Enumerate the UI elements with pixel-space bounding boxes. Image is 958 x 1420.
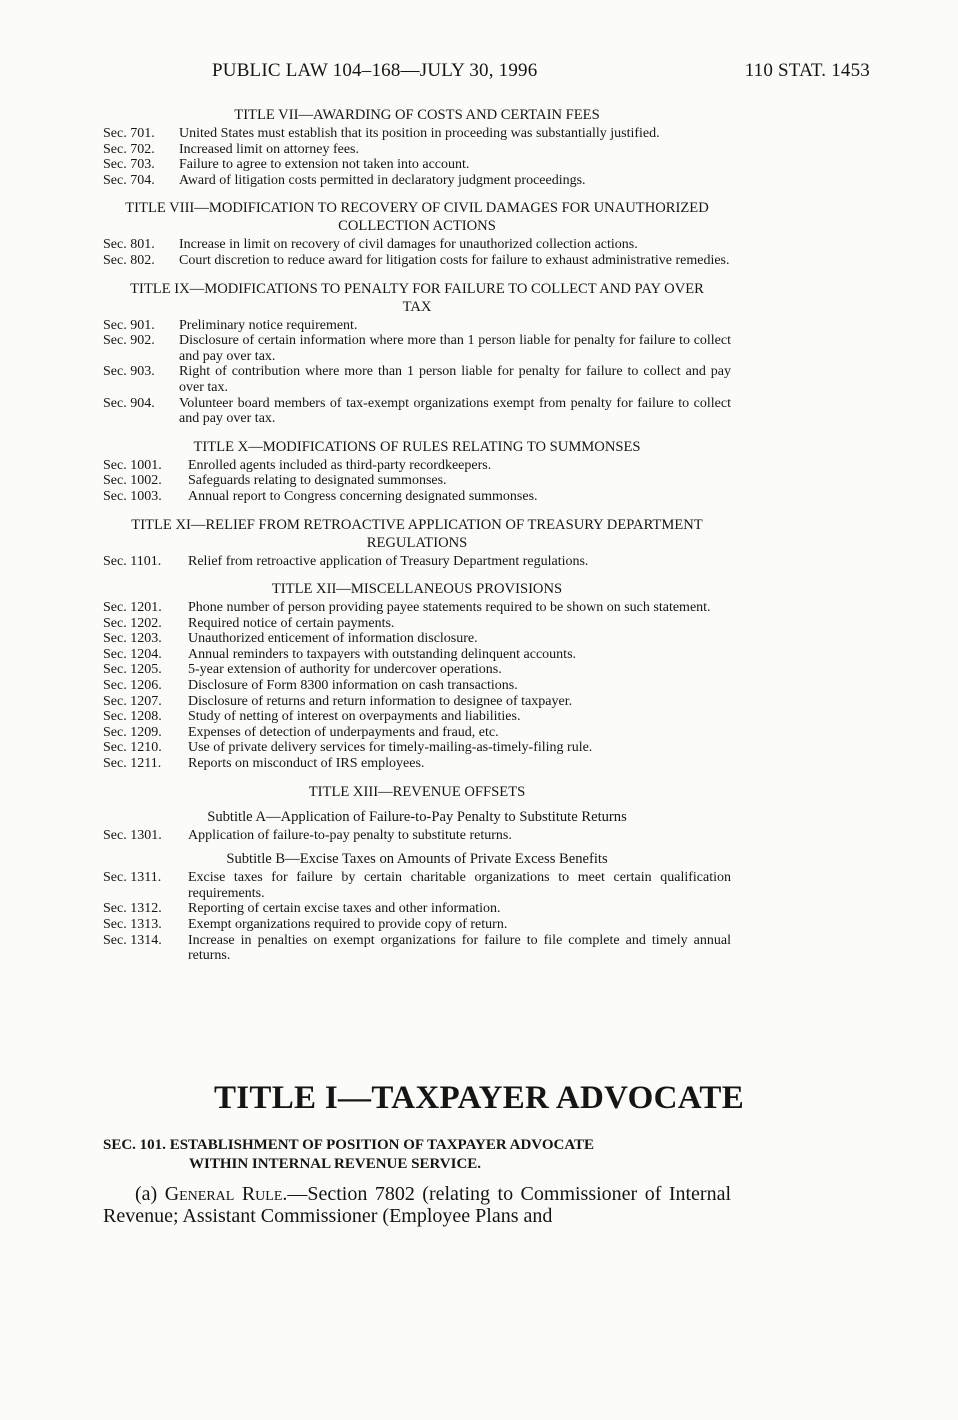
title-heading: TITLE VIII—MODIFICATION TO RECOVERY OF CIVIL DAMAGES FOR UNAUTHORIZED COLLECTION ACTIONS — [125, 200, 709, 235]
section-number: Sec. 1313. — [103, 917, 162, 932]
section-number: Sec. 801. — [103, 237, 155, 253]
title-heading: TITLE XII—MISCELLANEOUS PROVISIONS — [271, 581, 563, 598]
toc-section — [103, 709, 731, 725]
toc-section — [103, 157, 731, 173]
section-title: Disclosure of certain information where more than 1 person liable for penalty for failure to collect and pay over tax. — [179, 333, 731, 364]
toc-section — [103, 489, 731, 505]
title-heading: TITLE VII—AWARDING OF COSTS AND CERTAIN FEES — [234, 107, 600, 123]
section-title: Failure to agree to extension not taken into account. — [179, 157, 470, 173]
toc-section — [103, 126, 731, 142]
toc-section — [103, 318, 731, 334]
toc-section — [103, 396, 731, 427]
section-title: Increase in limit on recovery of civil damages for unauthorized collection actions. — [179, 237, 638, 253]
section-title: Award of litigation costs permitted in declaratory judgment proceedings. — [179, 172, 586, 188]
title-heading: TITLE X—MODIFICATIONS OF RULES RELATING TO SUMMONSES — [193, 438, 641, 455]
section-title: Reporting of certain excise taxes and other information. — [188, 901, 501, 917]
toc-section — [103, 142, 731, 158]
section-title: Excise taxes for failure by certain charitable organizations to meet certain qualification requirements. — [188, 870, 731, 901]
section-number: Sec. 1311. — [103, 870, 162, 886]
section-title: Volunteer board members of tax-exempt organizations exempt from penalty for failure to collect and pay over tax. — [179, 395, 731, 427]
toc-subtitle-a — [103, 808, 731, 844]
section-number: Sec. 703. — [103, 157, 155, 173]
section-number: Sec. 1206. — [103, 678, 162, 694]
section-number: Sec. 903. — [103, 364, 155, 380]
section-number: Sec. 1205. — [103, 662, 162, 678]
section-number: Sec. 1207. — [103, 693, 162, 709]
toc-section — [103, 694, 731, 710]
toc-section — [103, 616, 731, 632]
section-number: Sec. 1211. — [103, 756, 162, 772]
section-title: Application of failure-to-pay penalty to substitute returns. — [188, 827, 512, 843]
section-number: Sec. 1301. — [103, 827, 162, 843]
section-title: Safeguards relating to designated summonses. — [188, 473, 447, 489]
toc-section — [103, 870, 731, 901]
section-101-title-line-2: WITHIN INTERNAL REVENUE SERVICE. — [189, 1156, 482, 1172]
section-title: Phone number of person providing payee statements required to be shown on such statement. — [188, 600, 711, 616]
section-title: Increase in penalties on exempt organizations for failure to file complete and timely annual returns. — [188, 932, 731, 964]
section-number: Sec. 1201. — [103, 600, 162, 616]
section-number: Sec. 1312. — [103, 901, 162, 917]
section-101-heading — [103, 1136, 731, 1174]
section-title: Preliminary notice requirement. — [179, 317, 358, 333]
running-header — [212, 60, 870, 86]
section-101-title-line-1: ESTABLISHMENT OF POSITION OF TAXPAYER ADVOCATE — [169, 1137, 595, 1153]
header-stat-citation: 110 STAT. 1453 — [744, 60, 870, 81]
section-number: Sec. 1209. — [103, 724, 162, 740]
section-title: Exempt organizations required to provide copy of return. — [188, 917, 508, 932]
section-title: United States must establish that its position in proceeding was substantially justified. — [179, 126, 660, 141]
toc-section — [103, 631, 731, 647]
section-number: Sec. 901. — [103, 317, 155, 333]
toc-section — [103, 725, 731, 741]
title-heading: TITLE IX—MODIFICATIONS TO PENALTY FOR FAILURE TO COLLECT AND PAY OVER TAX — [130, 280, 704, 315]
toc-title-7 — [103, 106, 731, 188]
toc-section — [103, 678, 731, 694]
paragraph-label: (a) — [135, 1183, 158, 1205]
section-number: Sec. 1203. — [103, 631, 162, 647]
title-1-heading: TITLE I—TAXPAYER ADVOCATE — [213, 1080, 745, 1116]
section-101-number: SEC. 101. — [103, 1137, 166, 1153]
section-title: Unauthorized enticement of information disclosure. — [188, 631, 478, 647]
section-number: Sec. 802. — [103, 252, 155, 268]
section-title: Disclosure of Form 8300 information on cash transactions. — [188, 678, 518, 694]
section-title: Court discretion to reduce award for litigation costs for failure to exhaust administrative remedies. — [179, 252, 730, 268]
section-title: Enrolled agents included as third-party recordkeepers. — [188, 457, 492, 473]
section-101-paragraph-a — [103, 1183, 731, 1227]
toc-section — [103, 253, 731, 269]
section-number: Sec. 902. — [103, 333, 155, 349]
paragraph-caption: General Rule. — [164, 1183, 288, 1205]
section-number: Sec. 1003. — [103, 488, 162, 504]
toc-subtitle-b — [103, 850, 731, 964]
header-title: PUBLIC LAW 104–168—JULY 30, 1996 — [212, 60, 538, 81]
section-number: Sec. 1204. — [103, 646, 162, 662]
toc-section — [103, 662, 731, 678]
section-number: Sec. 1101. — [103, 553, 162, 569]
toc-section — [103, 237, 731, 253]
section-number: Sec. 1208. — [103, 709, 162, 725]
toc-section — [103, 740, 731, 756]
toc-section — [103, 933, 731, 964]
toc-section — [103, 828, 731, 844]
section-title: Expenses of detection of underpayments and fraud, etc. — [188, 724, 499, 740]
toc-section — [103, 333, 731, 364]
toc-title-10 — [103, 438, 731, 505]
section-title: Reports on misconduct of IRS employees. — [188, 756, 425, 772]
section-number: Sec. 1202. — [103, 615, 162, 631]
toc-section — [103, 473, 731, 489]
subtitle-heading: Subtitle B—Excise Taxes on Amounts of Private Excess Benefits — [226, 851, 608, 868]
paragraph-text: —Section 7802 (relating to Commissioner of Internal Revenue; Assistant Commissioner (Employee Plans and — [103, 1183, 732, 1227]
toc-section — [103, 647, 731, 663]
title-heading: TITLE XI—RELIEF FROM RETROACTIVE APPLICATION OF TREASURY DEPARTMENT REGULATIONS — [131, 516, 703, 551]
section-title: Increased limit on attorney fees. — [179, 141, 359, 157]
section-number: Sec. 1210. — [103, 740, 162, 756]
toc-title-9 — [103, 280, 731, 427]
section-title: Annual reminders to taxpayers with outstanding delinquent accounts. — [188, 646, 577, 662]
section-title: Annual report to Congress concerning designated summonses. — [188, 488, 538, 504]
section-title: Relief from retroactive application of Treasury Department regulations. — [188, 553, 589, 569]
toc-section — [103, 901, 731, 917]
section-number: Sec. 702. — [103, 141, 155, 157]
toc-section — [103, 600, 731, 616]
section-title: Right of contribution where more than 1 person liable for penalty for failure to collect and pay over tax. — [179, 364, 731, 395]
section-title: Disclosure of returns and return information to designee of taxpayer. — [188, 693, 573, 709]
section-number: Sec. 1314. — [103, 932, 162, 948]
toc-section — [103, 917, 731, 933]
toc-title-12 — [103, 580, 731, 772]
toc-title-11 — [103, 516, 731, 570]
section-number: Sec. 904. — [103, 395, 155, 411]
toc-section — [103, 364, 731, 395]
subtitle-heading: Subtitle A—Application of Failure-to-Pay Penalty to Substitute Returns — [207, 808, 627, 825]
toc-title-8 — [103, 199, 731, 268]
toc-section — [103, 458, 731, 474]
section-number: Sec. 701. — [103, 126, 155, 141]
section-number: Sec. 1002. — [103, 473, 162, 489]
toc-section — [103, 756, 731, 772]
section-title: 5-year extension of authority for undercover operations. — [188, 662, 502, 678]
table-of-contents — [103, 106, 731, 975]
toc-section — [103, 173, 731, 189]
section-number: Sec. 1001. — [103, 457, 162, 473]
section-number: Sec. 704. — [103, 172, 155, 188]
section-title: Study of netting of interest on overpayments and liabilities. — [188, 709, 521, 725]
title-heading: TITLE XIII—REVENUE OFFSETS — [308, 783, 526, 800]
toc-title-13 — [103, 783, 731, 801]
toc-section — [103, 554, 731, 570]
section-title: Required notice of certain payments. — [188, 615, 395, 631]
section-title: Use of private delivery services for timely-mailing-as-timely-filing rule. — [188, 740, 593, 756]
